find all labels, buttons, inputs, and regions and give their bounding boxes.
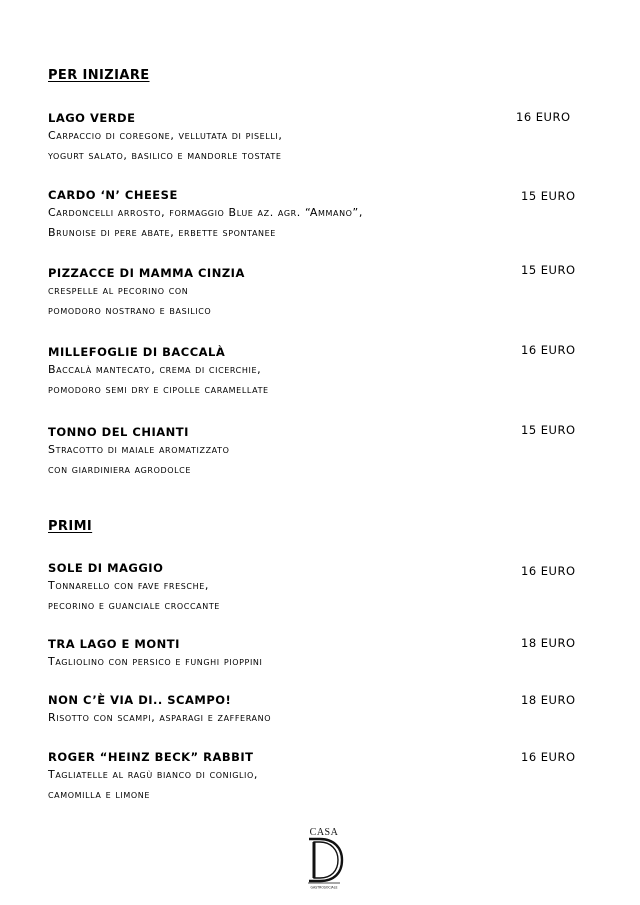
dish-price: 16 EURO [516,110,571,124]
dish-name: CARDO ‘N’ CHEESE [48,188,178,202]
menu-item [48,110,608,165]
dish-price: 18 EURO [521,636,576,650]
dish-price: 16 EURO [521,564,576,578]
dish-price: 18 EURO [521,693,576,707]
dish-price: 15 EURO [521,189,576,203]
dish-description: Tagliolino con persico e funghi pioppini [48,655,263,668]
menu-item [48,636,608,672]
dish-description: Risotto con scampi, asparagi e zafferano [48,711,272,724]
menu-item [48,344,608,399]
dish-name: NON C’È VIA DI.. SCAMPO! [48,693,232,707]
menu-item [48,424,608,479]
section-title-primi: PRIMI [48,519,93,534]
logo-top-text: CASA [309,827,339,838]
casa-d-logo [300,826,348,890]
dish-price: 16 EURO [521,343,576,357]
menu-item [48,749,608,804]
dish-name: SOLE DI MAGGIO [48,561,164,575]
dish-name: PIZZACCE DI MAMMA CINZIA [48,266,245,280]
dish-description: Baccalà mantecato, crema di cicerchie, pomodoro semi dry e cipolle caramellate [48,363,269,396]
dish-name: TONNO DEL CHIANTI [48,425,189,439]
dish-name: ROGER “HEINZ BECK” RABBIT [48,750,254,764]
dish-price: 15 EURO [521,263,576,277]
dish-description: Stracotto di maiale aromatizzato con giardiniera agrodolce [48,443,230,476]
dish-price: 16 EURO [521,750,576,764]
dish-description: Cardoncelli arrosto, formaggio Blue az. agr. “Ammano”, Brunoise di pere abate, erbette spontanee [48,206,363,239]
logo-bottom-text: GASTROSOCIALE [310,885,338,890]
menu-item [48,560,608,615]
menu-item [48,265,608,320]
dish-description: Carpaccio di coregone, vellutata di piselli, yogurt salato, basilico e mandorle tostate [48,129,283,162]
dish-name: LAGO VERDE [48,111,136,125]
menu-item [48,692,608,728]
dish-price: 15 EURO [521,423,576,437]
dish-description: Tagliatelle al ragù bianco di coniglio, camomilla e limone [48,768,259,801]
section-title-per-iniziare: PER INIZIARE [48,68,150,83]
dish-name: TRA LAGO E MONTI [48,637,180,651]
menu-item [48,187,608,242]
dish-name: MILLEFOGLIE DI BACCALÀ [48,345,226,359]
dish-description: crespelle al pecorino con pomodoro nostrano e basilico [48,284,212,317]
dish-description: Tonnarello con fave fresche, pecorino e guanciale croccante [48,579,220,612]
